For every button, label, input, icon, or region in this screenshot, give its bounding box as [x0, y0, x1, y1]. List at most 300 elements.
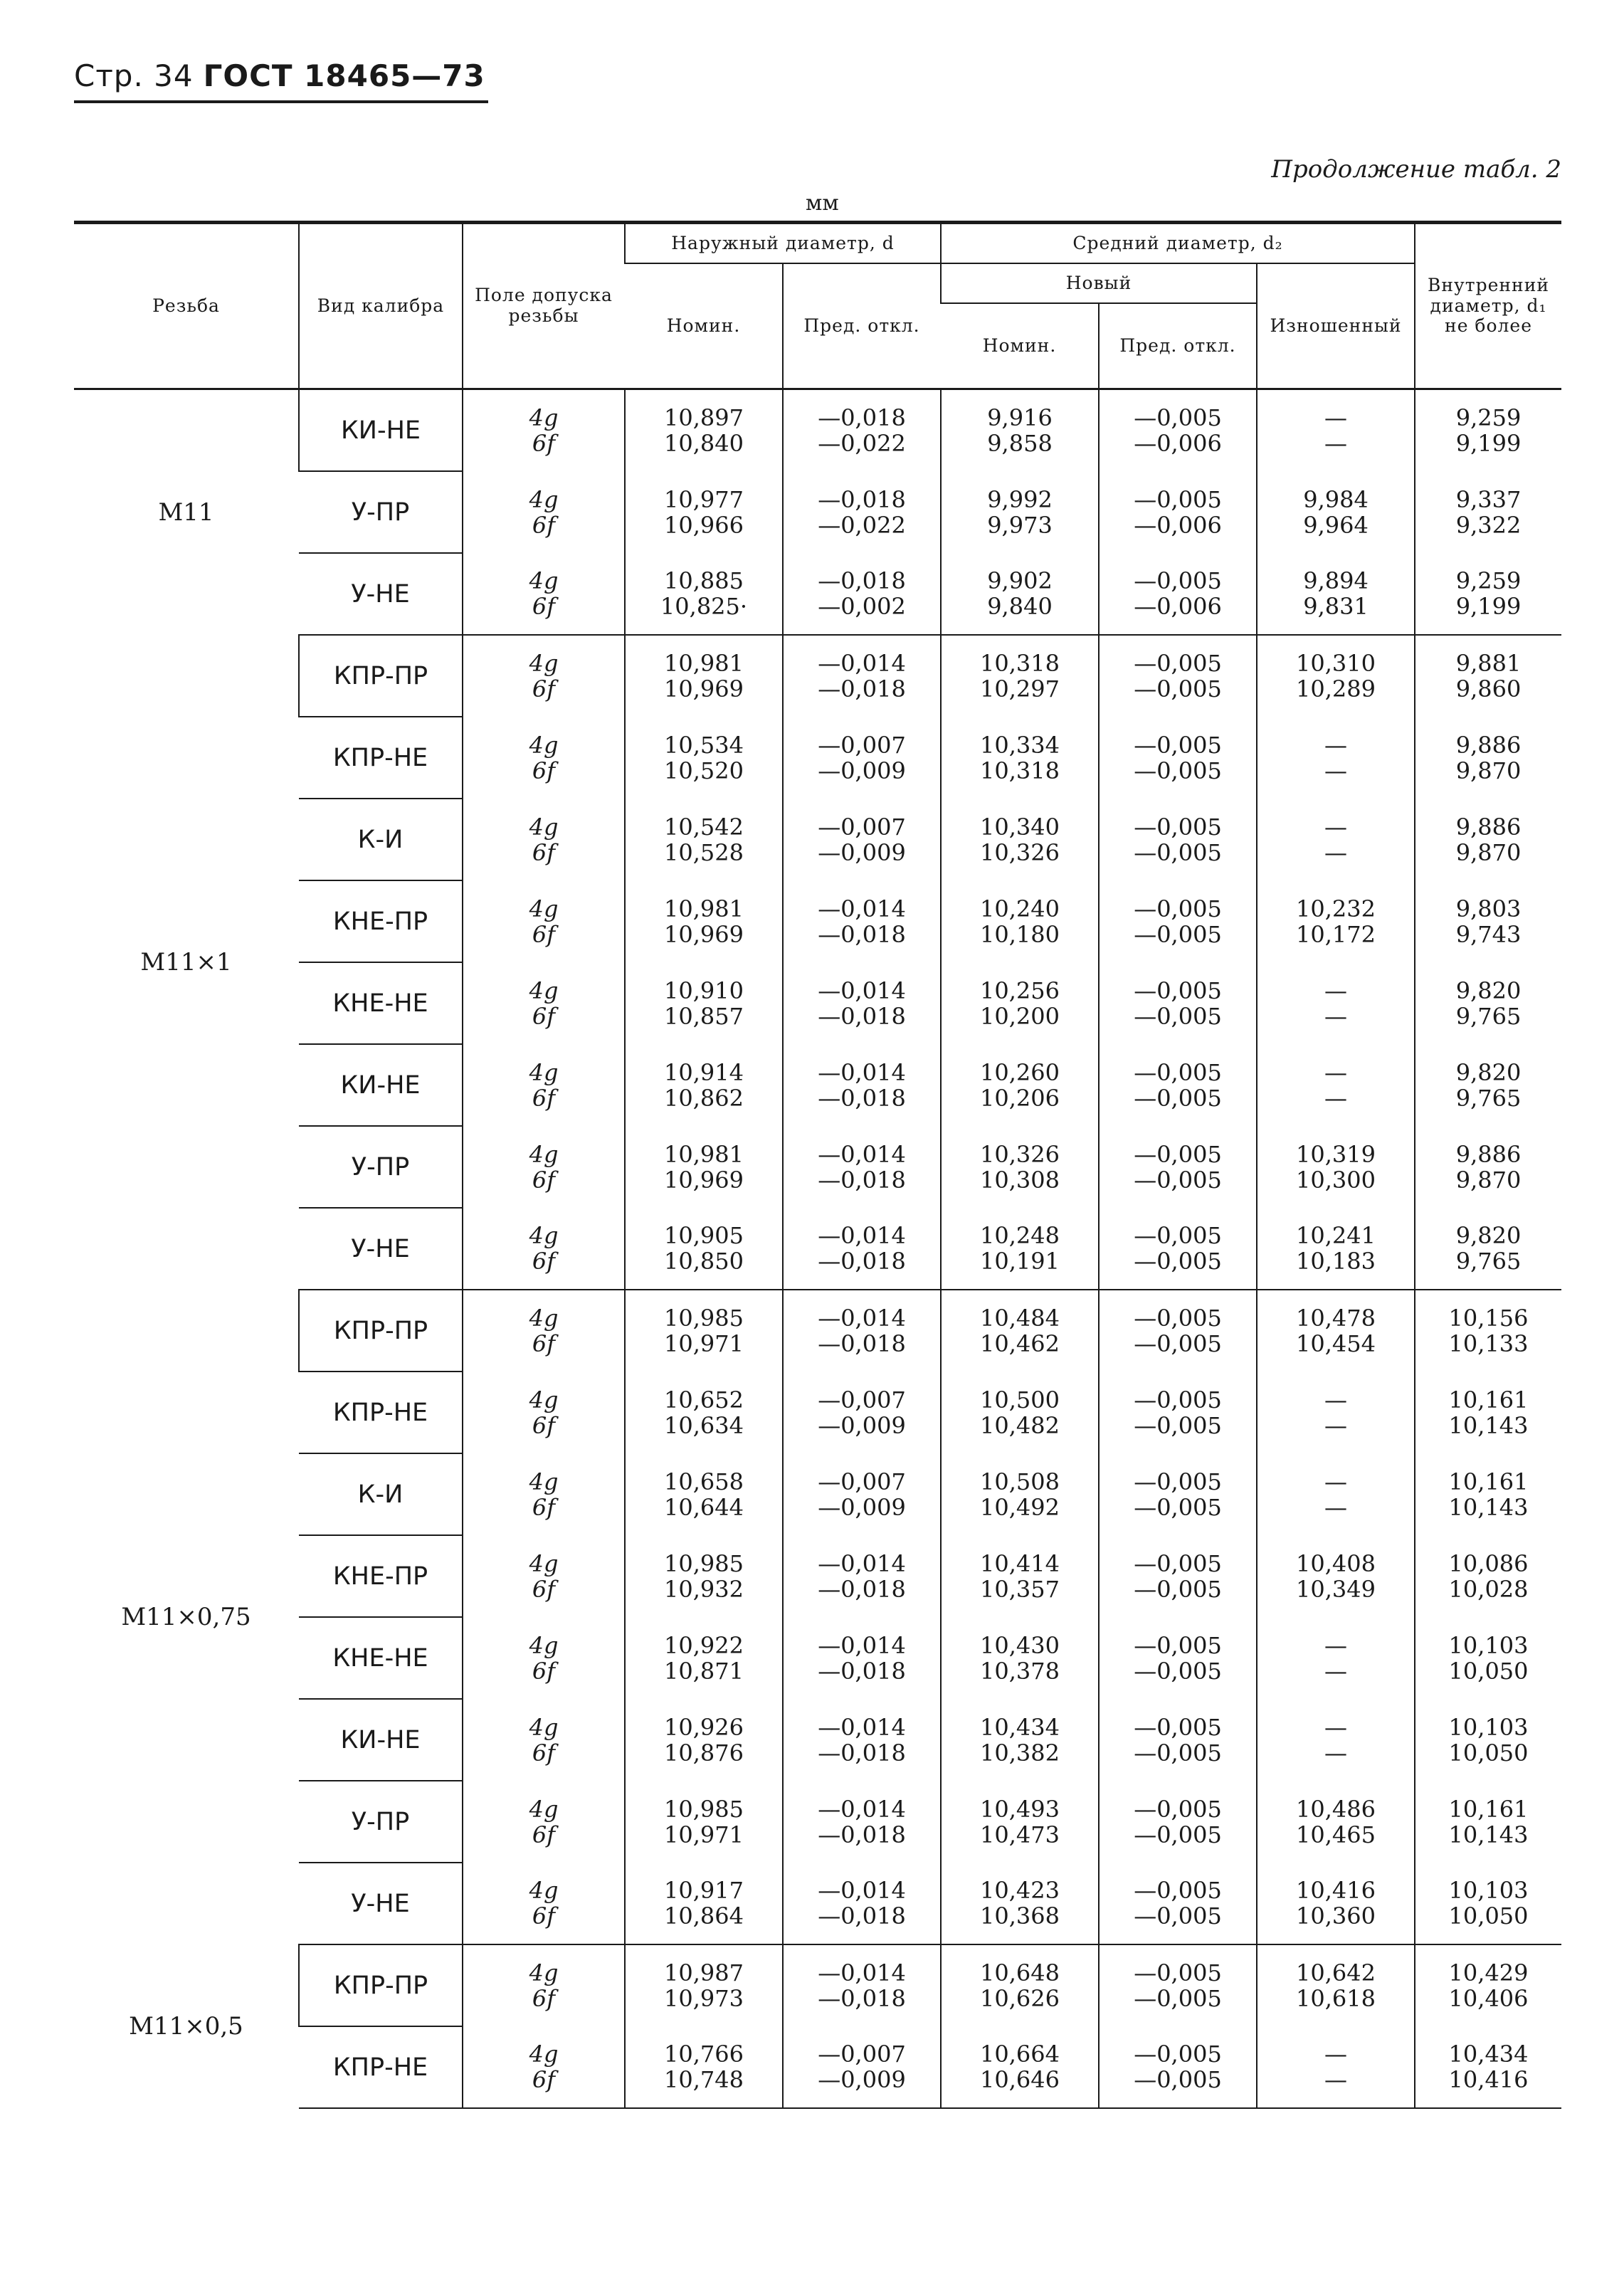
cell-value: 9,881	[1455, 650, 1522, 677]
cell-value: 10,484	[980, 1305, 1060, 1332]
outer-deviation-cell	[783, 1372, 941, 1453]
cell-value: 6f	[532, 1084, 556, 1112]
cell-value: —0,006	[1134, 593, 1222, 620]
cell-value: 10,248	[980, 1222, 1060, 1249]
outer-nominal-cell	[625, 1126, 783, 1208]
cell-value: —0,005	[1134, 1795, 1222, 1823]
outer-nominal-cell	[625, 635, 783, 717]
page-header	[74, 58, 485, 93]
gauge-type-cell: КИ-НЕ	[299, 389, 463, 472]
mean-nominal-cell	[941, 799, 1099, 880]
cell-value: —0,014	[818, 650, 906, 677]
outer-deviation-cell	[783, 553, 941, 635]
cell-value: 10,644	[664, 1493, 744, 1521]
cell-value: —0,014	[818, 976, 906, 1004]
cell-value: 10,528	[664, 838, 744, 866]
cell-value: —0,005	[1134, 1305, 1222, 1332]
outer-nominal-cell	[625, 1617, 783, 1699]
cell-value: 9,337	[1455, 485, 1522, 513]
col-outer-deviation: Пред. откл.	[783, 263, 941, 389]
inner-diameter-cell	[1415, 1208, 1561, 1290]
mean-deviation-cell	[1099, 717, 1257, 799]
cell-value: —0,005	[1134, 1713, 1222, 1741]
worn-cell	[1257, 471, 1415, 553]
cell-value: 10,161	[1448, 1795, 1529, 1823]
cell-value: 10,340	[980, 813, 1060, 841]
cell-value: 10,977	[664, 485, 744, 513]
cell-value: 10,534	[664, 731, 744, 759]
inner-diameter-cell	[1415, 471, 1561, 553]
col-thread: Резьба	[74, 223, 299, 389]
cell-value: —0,018	[818, 1248, 906, 1275]
col-mean-worn: Изношенный	[1257, 263, 1415, 389]
cell-value: —0,005	[1134, 1140, 1222, 1168]
worn-cell	[1257, 1126, 1415, 1208]
cell-value: 6f	[532, 1985, 556, 2012]
inner-diameter-cell	[1415, 1453, 1561, 1535]
cell-value: 10,482	[980, 1411, 1060, 1439]
cell-value: 9,886	[1455, 731, 1522, 759]
col-outer-diameter: Наружный диаметр, d	[625, 223, 941, 264]
cell-value: 10,492	[980, 1493, 1060, 1521]
outer-deviation-cell	[783, 1453, 941, 1535]
cell-value: 10,648	[980, 1959, 1060, 1986]
cell-value: —0,018	[818, 1902, 906, 1930]
cell-value: —0,014	[818, 1713, 906, 1741]
tolerance-field-cell	[463, 389, 625, 472]
cell-value: 4g	[529, 731, 559, 759]
cell-value: 10,256	[980, 976, 1060, 1004]
cell-value: 10,050	[1448, 1657, 1529, 1685]
cell-value: —	[1324, 1713, 1348, 1741]
cell-value: 9,259	[1455, 404, 1522, 431]
cell-value: 9,973	[987, 511, 1053, 539]
cell-value: 10,508	[980, 1468, 1060, 1495]
cell-value: 10,180	[980, 920, 1060, 948]
cell-value: 10,297	[980, 675, 1060, 702]
gauge-type-cell: КПР-НЕ	[299, 1372, 463, 1453]
cell-value: 10,143	[1448, 1493, 1529, 1521]
cell-value: 10,985	[664, 1549, 744, 1577]
thread-cell: М11×0,5	[129, 2012, 243, 2041]
inner-diameter-cell	[1415, 880, 1561, 962]
mean-deviation-cell	[1099, 962, 1257, 1044]
cell-value: —	[1324, 1084, 1348, 1112]
cell-value: 4g	[529, 1140, 559, 1168]
mean-deviation-cell	[1099, 799, 1257, 880]
cell-value: 10,408	[1296, 1549, 1376, 1577]
cell-value: 10,981	[664, 895, 744, 922]
gauge-type-cell: КНЕ-ПР	[299, 880, 463, 962]
mean-deviation-cell	[1099, 880, 1257, 962]
cell-value: 10,500	[980, 1386, 1060, 1413]
gauge-type-cell: КПР-НЕ	[299, 717, 463, 799]
cell-value: 9,322	[1455, 511, 1522, 539]
cell-value: 10,642	[1296, 1959, 1376, 1986]
gauge-type-cell: У-НЕ	[299, 1863, 463, 1944]
cell-value: 4g	[529, 895, 559, 922]
worn-cell	[1257, 1781, 1415, 1863]
outer-deviation-cell	[783, 1044, 941, 1126]
cell-value: 4g	[529, 567, 559, 594]
cell-value: 4g	[529, 1713, 559, 1741]
gauge-type-cell: К-И	[299, 1453, 463, 1535]
cell-value: 6f	[532, 1739, 556, 1767]
cell-value: 10,050	[1448, 1739, 1529, 1767]
outer-nominal-cell	[625, 1453, 783, 1535]
cell-value: 6f	[532, 1657, 556, 1685]
cell-value: —0,006	[1134, 430, 1222, 457]
cell-value: 4g	[529, 650, 559, 677]
tolerance-field-cell	[463, 1699, 625, 1781]
cell-value: —	[1324, 813, 1348, 841]
mean-deviation-cell	[1099, 1535, 1257, 1617]
cell-value: —	[1324, 404, 1348, 431]
cell-value: 9,870	[1455, 1166, 1522, 1194]
outer-deviation-cell	[783, 880, 941, 962]
cell-value: —	[1324, 1493, 1348, 1521]
cell-value: —0,005	[1134, 976, 1222, 1004]
page-number: Стр. 34	[74, 58, 194, 93]
outer-deviation-cell	[783, 1699, 941, 1781]
mean-deviation-cell	[1099, 2026, 1257, 2108]
worn-cell	[1257, 880, 1415, 962]
cell-value: 10,183	[1296, 1248, 1376, 1275]
cell-value: —0,005	[1134, 1549, 1222, 1577]
cell-value: —	[1324, 2066, 1348, 2093]
cell-value: 6f	[532, 1330, 556, 1357]
cell-value: 10,871	[664, 1657, 744, 1685]
inner-diameter-cell	[1415, 1044, 1561, 1126]
cell-value: —0,014	[818, 1877, 906, 1904]
cell-value: 10,161	[1448, 1386, 1529, 1413]
cell-value: 10,864	[664, 1902, 744, 1930]
inner-diameter-cell	[1415, 1126, 1561, 1208]
inner-diameter-cell	[1415, 389, 1561, 472]
cell-value: —0,018	[818, 567, 906, 594]
cell-value: —0,005	[1134, 1058, 1222, 1086]
cell-value: —0,005	[1134, 1575, 1222, 1603]
thread-cell: М11×1	[140, 948, 232, 976]
worn-cell	[1257, 1863, 1415, 1944]
cell-value: —0,005	[1134, 813, 1222, 841]
cell-value: 6f	[532, 1902, 556, 1930]
cell-value: 10,319	[1296, 1140, 1376, 1168]
cell-value: —0,018	[818, 1657, 906, 1685]
outer-deviation-cell	[783, 1126, 941, 1208]
cell-value: 10,326	[980, 838, 1060, 866]
gauge-type-cell: КНЕ-ПР	[299, 1535, 463, 1617]
inner-diameter-cell	[1415, 1535, 1561, 1617]
worn-cell	[1257, 1372, 1415, 1453]
cell-value: —0,007	[818, 813, 906, 841]
cell-value: 6f	[532, 1821, 556, 1848]
cell-value: 10,981	[664, 650, 744, 677]
cell-value: 10,050	[1448, 1902, 1529, 1930]
tolerance-field-cell	[463, 471, 625, 553]
gauge-type-cell: У-ПР	[299, 1126, 463, 1208]
cell-value: 10,430	[980, 1631, 1060, 1659]
cell-value: —0,005	[1134, 1985, 1222, 2012]
cell-value: 9,886	[1455, 813, 1522, 841]
mean-deviation-cell	[1099, 1781, 1257, 1863]
cell-value: 10,357	[980, 1575, 1060, 1603]
outer-nominal-cell	[625, 389, 783, 472]
tolerance-field-cell	[463, 1208, 625, 1290]
cell-value: 10,241	[1296, 1222, 1376, 1249]
mean-nominal-cell	[941, 1372, 1099, 1453]
cell-value: 10,985	[664, 1795, 744, 1823]
cell-value: 4g	[529, 1305, 559, 1332]
cell-value: 10,914	[664, 1058, 744, 1086]
cell-value: 9,894	[1303, 567, 1369, 594]
cell-value: 6f	[532, 1575, 556, 1603]
tolerance-field-cell	[463, 1126, 625, 1208]
inner-diameter-cell	[1415, 1781, 1561, 1863]
outer-deviation-cell	[783, 1535, 941, 1617]
cell-value: —0,014	[818, 1222, 906, 1249]
mean-nominal-cell	[941, 717, 1099, 799]
cell-value: 10,932	[664, 1575, 744, 1603]
cell-value: —	[1324, 1631, 1348, 1659]
gauge-type-cell: У-НЕ	[299, 1208, 463, 1290]
cell-value: 9,870	[1455, 838, 1522, 866]
cell-value: —0,007	[818, 1468, 906, 1495]
gauge-type-cell: У-НЕ	[299, 553, 463, 635]
gauge-type-cell: КПР-ПР	[299, 1290, 463, 1372]
cell-value: 10,308	[980, 1166, 1060, 1194]
cell-value: 10,289	[1296, 675, 1376, 702]
table-body	[74, 389, 1561, 2109]
outer-nominal-cell	[625, 1535, 783, 1617]
cell-value: —0,014	[818, 895, 906, 922]
cell-value: —0,005	[1134, 1468, 1222, 1495]
mean-nominal-cell	[941, 1699, 1099, 1781]
cell-value: —	[1324, 1739, 1348, 1767]
outer-nominal-cell	[625, 1699, 783, 1781]
cell-value: —0,007	[818, 1386, 906, 1413]
tolerance-field-cell	[463, 1863, 625, 1944]
units-label: мм	[806, 191, 839, 216]
inner-diameter-cell	[1415, 799, 1561, 880]
cell-value: 10,414	[980, 1549, 1060, 1577]
mean-nominal-cell	[941, 1126, 1099, 1208]
cell-value: —0,005	[1134, 2066, 1222, 2093]
cell-value: —0,005	[1134, 1386, 1222, 1413]
gauge-type-cell: КПР-ПР	[299, 1944, 463, 2026]
cell-value: —0,005	[1134, 1084, 1222, 1112]
cell-value: 10,542	[664, 813, 744, 841]
outer-nominal-cell	[625, 799, 783, 880]
cell-value: —0,009	[818, 1493, 906, 1521]
mean-nominal-cell	[941, 1290, 1099, 1372]
cell-value: 10,103	[1448, 1631, 1529, 1659]
cell-value: —0,005	[1134, 920, 1222, 948]
cell-value: —0,005	[1134, 1902, 1222, 1930]
cell-value: 9,870	[1455, 757, 1522, 784]
cell-value: 10,987	[664, 1959, 744, 1986]
cell-value: 10,368	[980, 1902, 1060, 1930]
cell-value: 10,103	[1448, 1713, 1529, 1741]
cell-value: 9,765	[1455, 1002, 1522, 1030]
cell-value: 9,831	[1303, 593, 1369, 620]
cell-value: 10,652	[664, 1386, 744, 1413]
cell-value: 10,971	[664, 1821, 744, 1848]
inner-diameter-cell	[1415, 1290, 1561, 1372]
cell-value: 10,825·	[660, 593, 748, 620]
cell-value: 4g	[529, 1058, 559, 1086]
cell-value: 10,326	[980, 1140, 1060, 1168]
outer-nominal-cell	[625, 553, 783, 635]
tolerance-field-cell	[463, 1453, 625, 1535]
cell-value: —	[1324, 1386, 1348, 1413]
worn-cell	[1257, 1535, 1415, 1617]
mean-deviation-cell	[1099, 1863, 1257, 1944]
mean-nominal-cell	[941, 962, 1099, 1044]
gauge-type-cell: К-И	[299, 799, 463, 880]
cell-value: 9,840	[987, 593, 1053, 620]
inner-diameter-cell	[1415, 1617, 1561, 1699]
worn-cell	[1257, 1944, 1415, 2026]
gauge-type-cell: КПР-ПР	[299, 635, 463, 717]
inner-diameter-cell	[1415, 2026, 1561, 2108]
cell-value: —0,005	[1134, 650, 1222, 677]
cell-value: 6f	[532, 1411, 556, 1439]
outer-nominal-cell	[625, 1781, 783, 1863]
col-tolerance-field: Поле допуска резьбы	[463, 223, 625, 389]
worn-cell	[1257, 799, 1415, 880]
col-outer-nominal: Номин.	[625, 263, 783, 389]
cell-value: 10,618	[1296, 1985, 1376, 2012]
cell-value: —0,018	[818, 1084, 906, 1112]
cell-value: 10,172	[1296, 920, 1376, 948]
worn-cell	[1257, 962, 1415, 1044]
mean-nominal-cell	[941, 1044, 1099, 1126]
gauge-type-cell: У-ПР	[299, 1781, 463, 1863]
worn-cell	[1257, 389, 1415, 472]
gauge-dimensions-table	[74, 221, 1561, 2109]
cell-value: 10,200	[980, 1002, 1060, 1030]
cell-value: 9,765	[1455, 1248, 1522, 1275]
cell-value: 10,416	[1448, 2066, 1529, 2093]
inner-diameter-cell	[1415, 1372, 1561, 1453]
cell-value: —0,005	[1134, 404, 1222, 431]
cell-value: 10,520	[664, 757, 744, 784]
cell-value: —0,014	[818, 1549, 906, 1577]
cell-value: —	[1324, 757, 1348, 784]
cell-value: 6f	[532, 511, 556, 539]
outer-nominal-cell	[625, 471, 783, 553]
mean-nominal-cell	[941, 1863, 1099, 1944]
cell-value: 6f	[532, 838, 556, 866]
mean-deviation-cell	[1099, 1944, 1257, 2026]
outer-nominal-cell	[625, 1208, 783, 1290]
cell-value: 10,232	[1296, 895, 1376, 922]
cell-value: 10,310	[1296, 650, 1376, 677]
cell-value: 10,876	[664, 1739, 744, 1767]
worn-cell	[1257, 1290, 1415, 1372]
cell-value: —	[1324, 1468, 1348, 1495]
cell-value: 10,416	[1296, 1877, 1376, 1904]
col-mean-new: Новый	[941, 263, 1257, 303]
cell-value: —	[1324, 1411, 1348, 1439]
worn-cell	[1257, 1617, 1415, 1699]
outer-nominal-cell	[625, 1290, 783, 1372]
mean-nominal-cell	[941, 2026, 1099, 2108]
cell-value: —0,018	[818, 675, 906, 702]
cell-value: 10,486	[1296, 1795, 1376, 1823]
table-header	[74, 223, 1561, 389]
outer-deviation-cell	[783, 389, 941, 472]
outer-nominal-cell	[625, 1863, 783, 1944]
cell-value: 4g	[529, 2041, 559, 2068]
mean-nominal-cell	[941, 389, 1099, 472]
cell-value: —0,005	[1134, 1631, 1222, 1659]
cell-value: —0,006	[1134, 511, 1222, 539]
worn-cell	[1257, 635, 1415, 717]
cell-value: —	[1324, 1058, 1348, 1086]
cell-value: 9,820	[1455, 1058, 1522, 1086]
cell-value: 10,626	[980, 1985, 1060, 2012]
cell-value: 6f	[532, 1248, 556, 1275]
cell-value: 6f	[532, 757, 556, 784]
cell-value: 4g	[529, 1877, 559, 1904]
outer-deviation-cell	[783, 799, 941, 880]
mean-nominal-cell	[941, 553, 1099, 635]
cell-value: 9,259	[1455, 567, 1522, 594]
table-row	[74, 1290, 1561, 1372]
cell-value: 10,971	[664, 1330, 744, 1357]
mean-nominal-cell	[941, 1535, 1099, 1617]
cell-value: 10,423	[980, 1877, 1060, 1904]
standard-number: ГОСТ 18465—73	[203, 58, 485, 93]
tolerance-field-cell	[463, 717, 625, 799]
cell-value: —0,018	[818, 404, 906, 431]
cell-value: —0,005	[1134, 567, 1222, 594]
cell-value: 10,664	[980, 2041, 1060, 2068]
cell-value: 10,658	[664, 1468, 744, 1495]
cell-value: 10,260	[980, 1058, 1060, 1086]
inner-diameter-cell	[1415, 1863, 1561, 1944]
cell-value: 4g	[529, 1549, 559, 1577]
cell-value: —0,005	[1134, 1877, 1222, 1904]
inner-diameter-cell	[1415, 1699, 1561, 1781]
cell-value: 10,300	[1296, 1166, 1376, 1194]
worn-cell	[1257, 553, 1415, 635]
outer-deviation-cell	[783, 1208, 941, 1290]
gauge-type-cell: КИ-НЕ	[299, 1699, 463, 1781]
cell-value: 10,478	[1296, 1305, 1376, 1332]
cell-value: 10,905	[664, 1222, 744, 1249]
cell-value: 9,902	[987, 567, 1053, 594]
cell-value: 4g	[529, 404, 559, 431]
table-continuation-note: Продолжение табл. 2	[1271, 155, 1561, 184]
cell-value: 10,748	[664, 2066, 744, 2093]
cell-value: 9,992	[987, 485, 1053, 513]
gauge-type-cell: КНЕ-НЕ	[299, 1617, 463, 1699]
cell-value: —0,005	[1134, 1330, 1222, 1357]
mean-nominal-cell	[941, 1453, 1099, 1535]
cell-value: 10,143	[1448, 1411, 1529, 1439]
cell-value: 10,191	[980, 1248, 1060, 1275]
cell-value: 10,382	[980, 1739, 1060, 1767]
cell-value: —0,005	[1134, 1821, 1222, 1848]
outer-deviation-cell	[783, 962, 941, 1044]
cell-value: —0,018	[818, 1575, 906, 1603]
cell-value: 6f	[532, 2066, 556, 2093]
tolerance-field-cell	[463, 1617, 625, 1699]
tolerance-field-cell	[463, 962, 625, 1044]
